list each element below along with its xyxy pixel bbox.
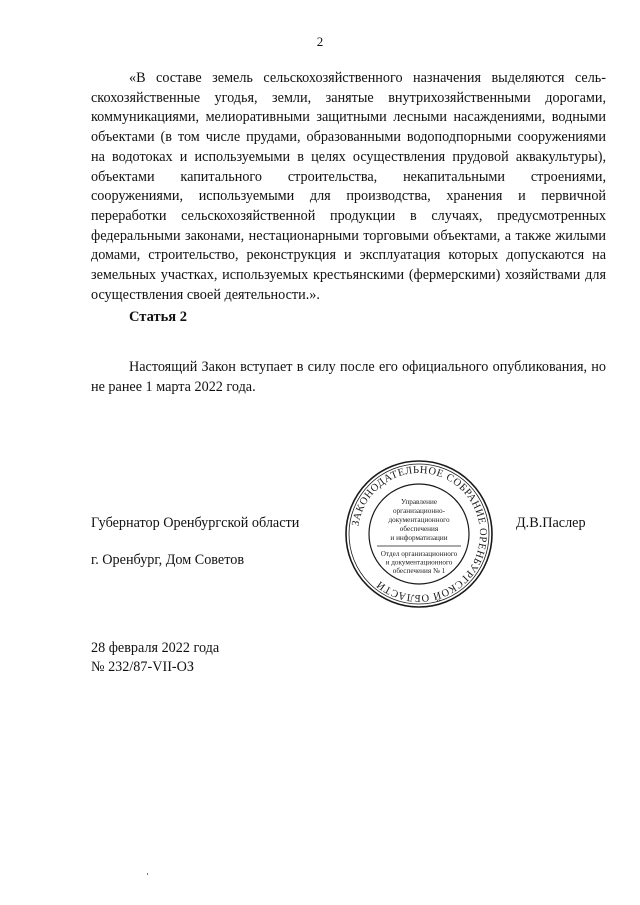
seal-inner-line: и информатизации xyxy=(390,534,448,542)
seal-ring-text: ЗАКОНОДАТЕЛЬНОЕ СОБРАНИЕ ОРЕНБУРГСКОЙ ОБЛАСТИ xyxy=(350,464,489,604)
article2-paragraph: Настоящий Закон вступает в силу после его официального опубликования, но не ранее 1 марта 2022 года. xyxy=(91,359,606,395)
article2-heading: Статья 2 xyxy=(129,309,187,325)
seal-inner-line: обеспечения № 1 xyxy=(392,567,446,575)
governor-name: Д.В.Паслер xyxy=(516,515,586,531)
governor-title: Губернатор Оренбургской области xyxy=(91,515,300,531)
signing-place: г. Оренбург, Дом Советов xyxy=(91,552,245,568)
seal-inner-line: организационно- xyxy=(392,507,446,515)
law-date: 28 февраля 2022 года xyxy=(91,640,220,656)
official-seal xyxy=(343,458,495,610)
seal-graphic xyxy=(343,458,495,610)
seal-inner-line: документационного xyxy=(388,516,450,524)
law-number: № 232/87-VII-ОЗ xyxy=(91,659,194,675)
seal-inner-line: и документационного xyxy=(385,558,453,567)
seal-inner-line: обеспечения xyxy=(399,525,439,533)
seal-inner-line: Управление xyxy=(400,498,438,506)
article1-paragraph: «В составе земель сельскохозяйственного назначения выделяются сельскохозяйственные угодья, земли, занятые внутрихозяйственными дорогами, коммуникациями, мелиоративными защитными лесными насаждениями, водными объектами (в том числе прудами, образованными водоподпорными сооружениями на водотоках и используемыми в целях осуществления прудовой аквакультуры), объектами капитального строительства, некапитальными строениями, сооружениями, используемыми для производства, хранения и первичной переработки сельскохозяйственной продукции в случаях, предусмотренных федеральными законами, нестационарными торговыми объектами, а также жилыми домами, строительство, реконструкция и эксплуатация которых допускаются на земельных участках, используемых крестьянскими (фермерскими) хозяйствами для осуществления своей деятельности.». xyxy=(91,70,606,303)
scan-speck xyxy=(147,873,148,875)
page-number: 2 xyxy=(316,34,324,49)
seal-inner-line: Отдел организационного xyxy=(380,550,458,558)
